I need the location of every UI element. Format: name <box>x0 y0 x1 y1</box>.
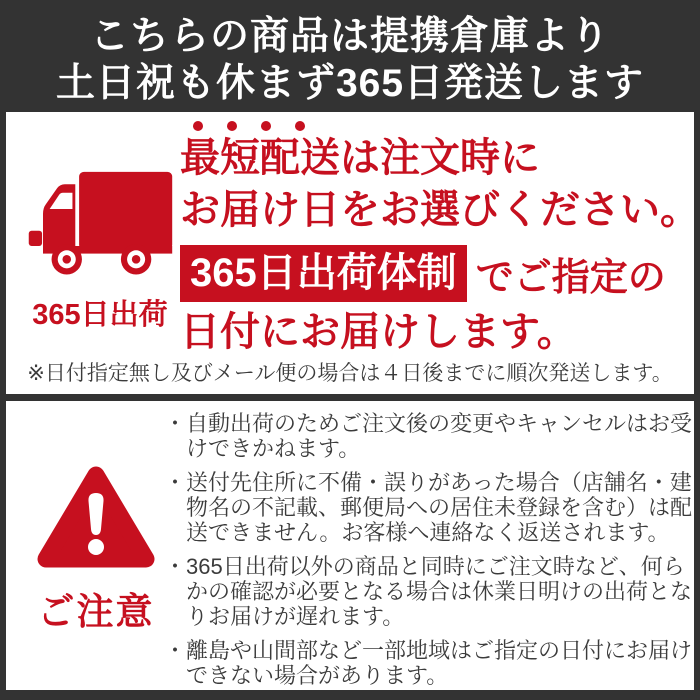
bullet-mark: ・ <box>164 554 187 579</box>
truck-label: 365日出荷 <box>32 299 168 331</box>
shipping-section <box>6 112 700 394</box>
emphasis-dot <box>295 121 305 131</box>
notice-item-text: 送付先住所に不備・誤りがあった場合（店舗名・建物名の不記載、郵便局への居住未登録を含む）は配送できません。お客様へ連絡なく返送されます。 <box>186 470 693 545</box>
delivery-truck-icon <box>24 168 176 286</box>
notice-item <box>164 554 698 629</box>
shipping-note: ※日付指定無し及びメール便の場合は４日後までに順次発送します。 <box>27 362 673 385</box>
header-line-2: 土日祝も休まず365日発送します <box>55 62 645 105</box>
notice-item <box>164 470 698 545</box>
emphasis-dot <box>261 121 271 131</box>
notice-item-text: 離島や山間部など一部地域はご指定の日付にお届けできない場合があります。 <box>186 638 693 688</box>
warning-triangle-icon <box>34 459 158 573</box>
truck-column <box>18 168 182 333</box>
notice-item-text: 自動出荷のためご注文後の変更やキャンセルはお受けできかねます。 <box>186 411 693 461</box>
notice-item <box>164 638 698 688</box>
notice-section <box>6 401 694 690</box>
headline-line-1: 最短配送は注文時に <box>180 136 540 180</box>
badge-suffix-text: でご指定の <box>475 257 666 299</box>
headline-line-4: 日付にお届けします。 <box>180 310 577 354</box>
emphasis-dots <box>180 120 690 132</box>
header-banner <box>0 0 700 112</box>
shipping-text-column <box>180 120 700 358</box>
notice-item <box>164 411 698 461</box>
headline-line-2: お届け日をお選びください。 <box>180 188 700 232</box>
warning-column <box>24 459 168 635</box>
emphasis-dot <box>227 121 237 131</box>
shipping-badge: 365日出荷体制 <box>180 245 467 302</box>
emphasis-dot <box>193 121 203 131</box>
caution-label: ご注意 <box>37 591 155 632</box>
notice-item-text: 365日出荷以外の商品と同時にご注文時など、何らかの確認が必要となる場合は休業日明けの出荷となりお届けが遅れます。 <box>186 554 693 629</box>
notice-list <box>164 411 698 697</box>
bullet-mark: ・ <box>164 411 187 436</box>
header-line-1: こちらの商品は提携倉庫より <box>89 15 610 58</box>
bullet-mark: ・ <box>164 470 187 495</box>
badge-row <box>180 245 690 302</box>
bullet-mark: ・ <box>164 638 187 663</box>
